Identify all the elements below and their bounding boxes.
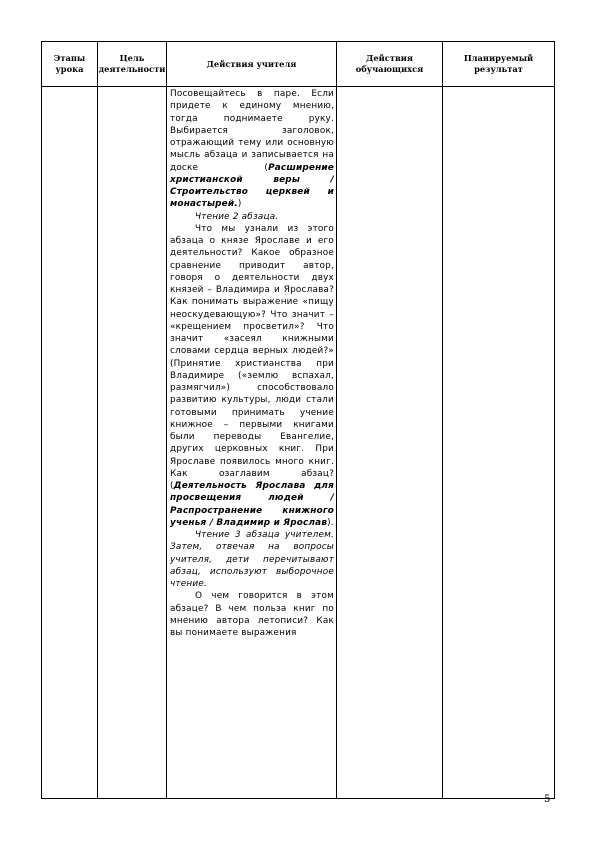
cell-planned-result <box>443 87 555 799</box>
paragraph-questions-2 <box>170 223 334 529</box>
lesson-plan-table <box>41 41 555 799</box>
paragraph-reading-2 <box>170 211 334 223</box>
reading-instruction: Чтение 2 абзаца. <box>195 211 279 222</box>
paragraph-text: Что мы узнали из этого абзаца о князе Ярославе и его деятельности? Какое образное сравнение приводит автор, говоря о деятельности двух князей – Владимира и Ярослава? Как понимать выражение «пищу неоскудевающую»? Что значит – «крещением просветил»? Что значит «засеял книжными словами сердца верных людей?» (Принятие христианства при Владимире («землю вспахал, размягчил») способствовало развитию культуры, люди стали готовыми принимать учение книжное – первыми книгами были переводы Евангелие, других церковных книг. При Ярославе появилось много книг. Как озаглавим абзац? ( <box>170 223 334 491</box>
page-number: 5 <box>544 794 551 805</box>
cell-student-actions <box>337 87 443 799</box>
header-student-actions: Действия обучающихся <box>337 42 443 87</box>
cell-stages <box>42 87 98 799</box>
header-stages: Этапы урока <box>42 42 98 87</box>
paragraph-reading-3 <box>170 529 334 590</box>
cell-teacher-actions <box>167 87 337 799</box>
paragraph-end: ). <box>327 517 334 528</box>
paragraph-questions-3 <box>170 590 334 639</box>
title-variant: Расширение христианской веры / Строительство церквей и монастырей. <box>170 162 334 210</box>
table-row <box>42 87 555 799</box>
paragraph-text: Посовещайтесь в паре. Если придете к единому мнению, тогда поднимаете руку. Выбирается заголовок, отражающий тему или основную мысль абзаца и записывается на доске ( <box>170 89 334 173</box>
reading-instruction: Чтение 3 абзаца учителем. Затем, отвечая на вопросы учителя, дети перечитывают абзац, используют выборочное чтение. <box>170 530 334 589</box>
table-header-row <box>42 42 555 87</box>
header-teacher-actions: Действия учителя <box>167 42 337 87</box>
header-planned-result: Планируемый результат <box>443 42 555 87</box>
header-goal: Цель деятельности <box>98 42 167 87</box>
cell-goal <box>98 87 167 799</box>
paragraph-end: ) <box>237 199 242 210</box>
paragraph-text: О чем говорится в этом абзаце? В чем польза книг по мнению автора летописи? Как вы понимаете выражения <box>170 591 334 638</box>
paragraph-discussion <box>170 88 334 211</box>
title-variant: Деятельность Ярослава для просвещения людей / Распространение книжного ученья / Владимир и Ярослав <box>170 481 334 528</box>
